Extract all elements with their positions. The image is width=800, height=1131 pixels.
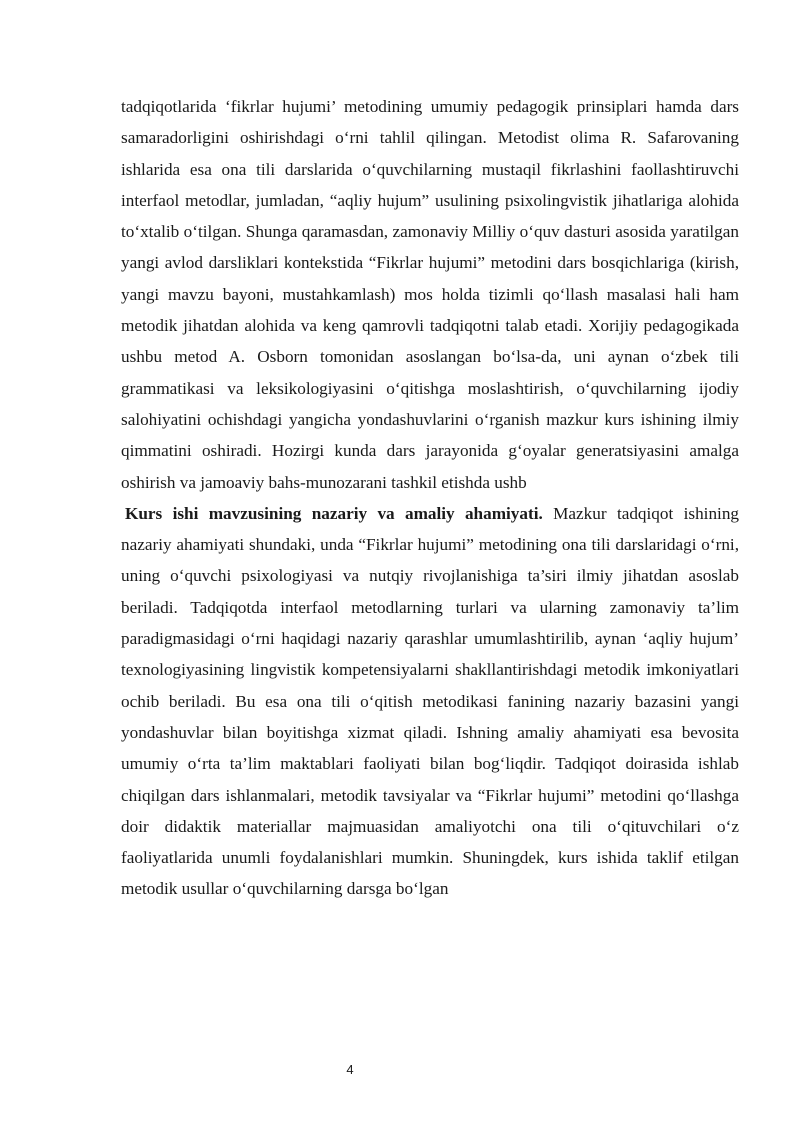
paragraph-1-text: tadqiqotlarida ‘fikrlar hujumi’ metodining umumiy pedagogik prinsiplari hamda dars samaradorligini oshirishdagi o‘rni tahlil qilingan. Metodist olima R. Safarovaning ishlarida esa ona tili darslarida o‘quvchilarning mustaqil fikrlashini faollashtiruvchi interfaol metodlar, jumladan, “aqliy hujum” usulining psixolingvistik jihatlariga alohida to‘xtalib o‘tilgan. Shunga qaramasdan, zamonaviy Milliy o‘quv dasturi asosida yaratilgan yangi avlod darsliklari kontekstida “Fikrlar hujumi” metodini dars bosqichlariga (kirish, yangi mavzu bayoni, mustahkamlash) mos holda tizimli qo‘llash masalasi hali ham metodik jihatdan alohida va keng qamrovli tadqiqotni talab etadi. Xorijiy pedagogikada ushbu metod A. Osborn tomonidan asoslangan bo‘lsa-da, uni aynan o‘zbek tili grammatikasi va leksikologiyasini o‘qitishga moslashtirish, o‘quvchilarning ijodiy salohiyatini ochishdagi yangicha yondashuvlarini o‘rganish mazkur kurs ishining ilmiy qimmatini oshiradi. Hozirgi kunda dars jarayonida g‘oyalar generatsiyasini amalga oshirish va jamoaviy bahs-munozarani tashkil etishda ushb: [121, 97, 739, 492]
section-heading-inline: Kurs ishi mavzusining nazariy va amaliy ahamiyati.: [125, 503, 543, 523]
paragraph-1: [121, 91, 739, 498]
paragraph-2-text: Mazkur tadqiqot ishining nazariy ahamiyati shundaki, unda “Fikrlar hujumi” metodining ona tili darslaridagi o‘rni, uning o‘quvchi psixologiyasi va nutqiy rivojlanishiga ta’siri ilmiy jihatdan asoslab beriladi. Tadqiqotda interfaol metodlarning turlari va ularning zamonaviy ta’lim paradigmasidagi o‘rni haqidagi nazariy qarashlar umumlashtirilib, aynan ‘aqliy hujum’ texnologiyasining lingvistik kompetensiyalarni shakllantirishdagi metodik imkoniyatlari ochib beriladi. Bu esa ona tili o‘qitish metodikasi fanining nazariy bazasini yangi yondashuvlar bilan boyitishga xizmat qiladi. Ishning amaliy ahamiyati esa bevosita umumiy o‘rta ta’lim maktablari faoliyati bilan bog‘liqdir. Tadqiqot doirasida ishlab chiqilgan dars ishlanmalari, metodik tavsiyalar va “Fikrlar hujumi” metodini qo‘llashga doir didaktik materiallar majmuasidan amaliyotchi ona tili o‘qituvchilari o‘z faoliyatlarida unumli foydalanishlari mumkin. Shuningdek, kurs ishida taklif etilgan metodik usullar o‘quvchilarning darsga bo‘lgan: [121, 503, 740, 899]
page-number: 4: [346, 1062, 354, 1077]
paragraph-2: [121, 498, 739, 905]
body-text: [121, 91, 739, 905]
